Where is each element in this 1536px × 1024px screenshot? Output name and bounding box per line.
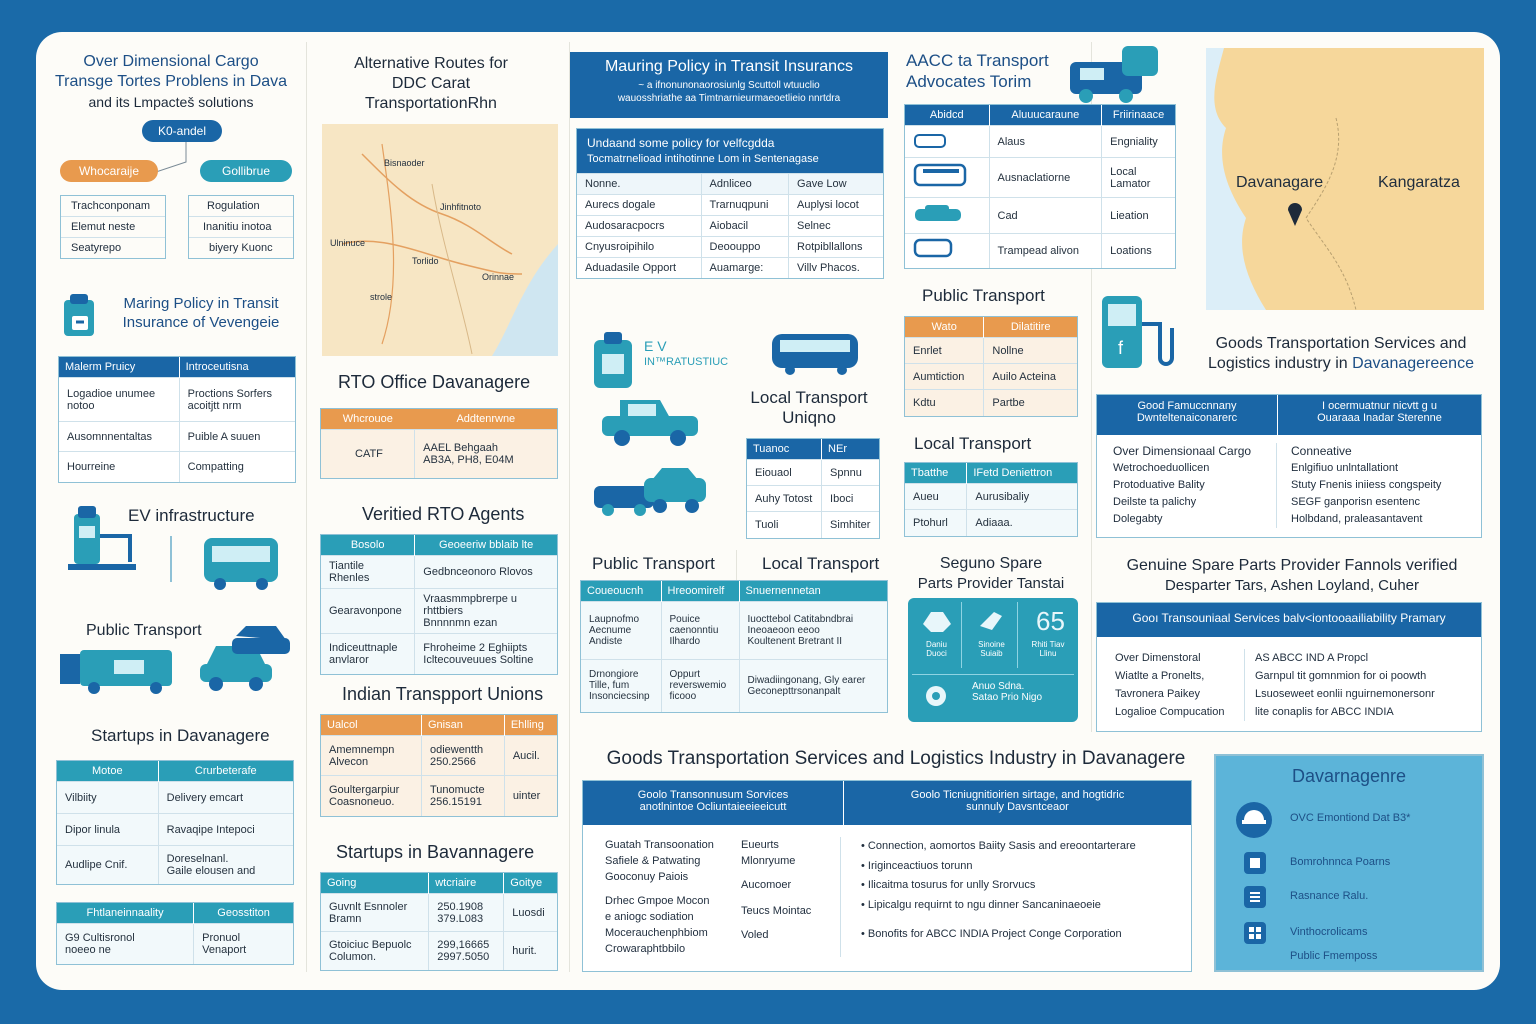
gp-head (1097, 395, 1481, 435)
public-transport-table-2 (904, 316, 1078, 417)
unions-title: Indian Transpport Unions (342, 684, 544, 704)
mp-cell: Aiobacil (701, 216, 788, 237)
mp-cell: Aduadasile Opport (577, 258, 701, 279)
agents-cell: Gedbnceonoro Rlovos (415, 556, 557, 589)
gp-right-item: Conneative (1291, 444, 1352, 458)
tile-parts[interactable] (1022, 602, 1074, 668)
st2-cell: Guvnlt Esnnoler Bramn (321, 894, 429, 932)
st2-header-1: wtcriaire (429, 873, 504, 894)
lt2-cell: Aueu (905, 484, 967, 510)
rto-cell: CATF (321, 430, 415, 478)
tile-label: Sinoine Suiaib (978, 640, 1005, 658)
routes-title-line3: TransportationRhn (365, 95, 497, 112)
rto-cell: AAEL Behgaah AB3A, PH8, E04M (415, 430, 557, 478)
mp-inner-head (577, 129, 883, 173)
lt-header-1: NEr (822, 439, 879, 460)
goods-panel-head (583, 781, 1191, 825)
goods-col3-item: • Iriginceactiuos torunn (861, 859, 973, 872)
gs-left-item: Wiatlte a Pronelts, (1115, 670, 1205, 682)
gs-right-item: Lsuoseweet eonlii nguirnemonersonr (1255, 688, 1435, 700)
aacc-header-0: Abidcd (905, 105, 989, 126)
gs-left-item: Over Dimenstoral (1115, 652, 1201, 664)
goods-col2-item: Mlonryume (741, 855, 796, 867)
st2-header-0: Going (321, 873, 429, 894)
lt2-header-0: Tbatthe (905, 463, 967, 484)
lt2-cell: Aurusibaliy (967, 484, 1077, 510)
genuine-services-panel (1096, 602, 1482, 732)
pub-cell: Drnongiore Tille, fum Insonciecsinp (581, 660, 661, 712)
divider (170, 536, 172, 582)
pill-right[interactable]: Gollibrue (200, 160, 292, 182)
mp-title: Mauring Policy in Transit Insurancs (604, 58, 854, 75)
right-item-list (188, 195, 294, 259)
pub-cell: Iuocttebol Catitabndbrai Ineoaeoon eeoo Koultenent Bretrant II (739, 602, 887, 660)
goods-head-right: Goolo Ticniugnitioirien sirtage, and hogtidric sunnuly Davsntceaor (843, 781, 1191, 825)
dv-item-3-icon-wrap[interactable] (1242, 920, 1268, 951)
pub-cell: Laupnofmo Aecnume Andiste (581, 602, 661, 660)
rto-office-table (320, 408, 558, 479)
gs-right-item: lite conaplis for ABCC INDIA (1255, 706, 1394, 718)
agents-table (320, 534, 558, 675)
goods-col2-item: Eueurts (741, 839, 779, 851)
gp-left (1097, 443, 1277, 528)
map-label-left: Davanagare (1236, 174, 1324, 191)
gs-left-item: Logalioe Compucation (1115, 706, 1225, 718)
maring-policy-title (106, 294, 296, 332)
maring-header-0: Malerm Pruicy (59, 357, 179, 378)
routes-title (316, 54, 546, 114)
dv-item-label: Rasnance Ralu. (1290, 890, 1369, 902)
goods-col1-item: Safiele & Patwating (605, 855, 701, 867)
startups-cell: Dipor linula (57, 814, 158, 846)
lt2-header-1: IFetd Deniettron (967, 463, 1077, 484)
mp-policy-card (576, 128, 884, 279)
dv-item-4: Public Fmemposs (1290, 950, 1378, 962)
aacc-title (906, 50, 1049, 92)
car-small-icon (913, 131, 947, 149)
local-transport-table (746, 438, 880, 539)
unions-cell: uinter (504, 776, 557, 816)
lt-cell: Iboci (822, 486, 879, 512)
agents-cell: Indiceuttnaple anvlaror (321, 634, 415, 674)
mp-cell: Aurecs dogale (577, 195, 701, 216)
goods-panel (582, 780, 1192, 972)
lt2-cell: Adiaaa. (967, 510, 1077, 536)
pickup-truck-icon (596, 390, 706, 450)
aacc-icon-cell (905, 198, 989, 234)
goods-col2-item: Teucs Mointac (741, 905, 812, 917)
st2-cell: hurit. (504, 932, 557, 970)
goods-col2 (721, 837, 841, 957)
mp-sub2: wauosshriathe aa Timtnarnieurmaeoetlieio nnrtdra (617, 93, 841, 104)
goods-panel-body (583, 825, 1191, 957)
building-icon (1242, 850, 1268, 876)
goods-col1-item: Guatah Transoonation (605, 839, 714, 851)
maring-cell: Hourreine (59, 452, 179, 482)
st2-cell: Gtoiciuc Bepuolc Columon. (321, 932, 429, 970)
maring-cell: Puible A suuen (179, 422, 295, 452)
unions-cell: Aucil. (504, 736, 557, 776)
left-item-1: Elemut neste (61, 217, 165, 238)
map-label: Bisnaoder (384, 158, 425, 168)
routes-map[interactable] (322, 124, 558, 356)
maring-policy-table (58, 356, 296, 483)
aacc-title-2: Advocates Torim (906, 72, 1032, 91)
aacc-header-1: Aluuucaraune (989, 105, 1102, 126)
pt-cell: Nollne (984, 338, 1077, 364)
gs-head: Gooı Transouniaal Services balv<iontooaailiability Pramary (1097, 603, 1481, 637)
goods-title-line2a: Logistics industry in (1208, 355, 1353, 372)
agents-header-1: Geoeeriw bblaib lte (415, 535, 557, 556)
routes-title-line1: Alternative Routes for (354, 55, 508, 72)
pt-cell: Partbe (984, 390, 1077, 416)
pub-header-1: Hreoomirelf (661, 581, 739, 602)
left-item-0: Trachconponam (61, 196, 165, 217)
gear-icon (918, 681, 954, 711)
insurance-document-icon (60, 294, 100, 340)
pt-cell: Auilo Acteina (984, 364, 1077, 390)
aacc-icon-cell (905, 158, 989, 198)
ev-battery-icon (592, 332, 636, 392)
ev-infrastructure-title: EV infrastructure (128, 506, 255, 525)
startups-title: Startups in Davanagere (91, 726, 270, 745)
mp-header: Adnliceo (701, 174, 788, 195)
gp-left-item: Dolegabty (1113, 513, 1163, 525)
gs-body (1097, 637, 1481, 721)
maring-cell: Compatting (179, 452, 295, 482)
rto-office-title: RTO Office Davanagere (338, 372, 531, 392)
map-label-right: Kangaratza (1378, 174, 1460, 191)
svg-text:65: 65 (1036, 606, 1065, 636)
gs-right-item: Garnpul tit gomnmion for oi poowth (1255, 670, 1427, 682)
gp-head-right: I ocermuatnur nicvtt g u Ouaraaa Inadar Sterenne (1277, 395, 1481, 435)
aacc-cell: Local Lamator (1102, 158, 1175, 198)
local-transport-title-3: Local Transport (914, 434, 1032, 453)
two-cars-icon (592, 466, 712, 526)
gp-right-item: Stuty Fnenis iniiess congspeity (1291, 479, 1442, 491)
bus-icon (202, 534, 282, 592)
ev-label (644, 338, 728, 370)
gp-left-item: Deilste ta palichy (1113, 496, 1197, 508)
pub-header-0: Coueoucnh (581, 581, 661, 602)
agents-cell: Vraasmmpbrerpe u rhttbiers Bnnnnmn ezan (415, 589, 557, 634)
cargo-title-line2: Transge Tortes Problens in Dava (54, 73, 288, 90)
goods-col1-item: e aniogc sodiation (605, 911, 694, 923)
ev-label-2: IN™RATUSTIUC (644, 356, 729, 368)
goods-col1-item: Drhec Gmpoe Mocon (605, 895, 710, 907)
startups2-header-0: Fhtlaneinnaality (57, 903, 194, 924)
mp-table (577, 173, 883, 278)
maring-header-1: Introceutisna (179, 357, 295, 378)
svg-text:f: f (1118, 338, 1124, 358)
goods-title-line1: Goods Transportation Services and (1215, 335, 1467, 352)
map-label: Ulninuce (330, 238, 366, 248)
lt-title-1: Local Transport (750, 388, 868, 407)
startups-cell: Ravaqipe Intepoci (158, 814, 293, 846)
mp-cell: Villv Phacos. (789, 258, 883, 279)
right-item-0: Rogulation (189, 196, 293, 217)
bus-icon-2 (770, 330, 862, 376)
mp-cell: Cnyusroipihilo (577, 237, 701, 258)
right-item-2: biyery Kuonc (209, 242, 273, 254)
startups2-header-1: Geosstiton (194, 903, 293, 924)
startups-header-0: Motoe (57, 761, 158, 782)
pub-cell: Oppurt reverswemio ficooo (661, 660, 739, 712)
agents-header-0: Bosolo (321, 535, 415, 556)
public-transport-title: Public Transport (86, 622, 202, 639)
gs-right (1245, 649, 1481, 721)
public-transport-title-2: Public Transport (592, 554, 715, 573)
maring-cell: Ausomnnentaltas (59, 422, 179, 452)
maring-title-line2: Insurance of Vevengeie (122, 314, 280, 331)
genuine-title-2: Desparter Tars, Ashen Loyland, Cuher (1164, 577, 1420, 594)
left-item-list (60, 195, 166, 259)
st2-header-2: Goitye (504, 873, 557, 894)
infographic-sheet (36, 32, 1500, 990)
public-transport-title-3: Public Transport (922, 286, 1045, 305)
pub-cell: Diwadiingonang, Gly earer Geconepttrsonanpalt (739, 660, 887, 712)
mp-cell: Audosaracpocrs (577, 216, 701, 237)
goods-col3-item: • Lipicalgu requirnt to ngu dinner Sancaninaeoeie (861, 898, 1101, 911)
startups-cell: Audlipe Cnif. (57, 846, 158, 884)
gp-right-item: SEGF ganporisn esentenc (1291, 496, 1421, 508)
aacc-icon-cell (905, 126, 989, 158)
pub-cell: Pouice caenonntiu Ilhardo (661, 602, 739, 660)
davanagere-map[interactable] (1206, 48, 1484, 310)
cargo-title-line1: Over Dimensional Cargo (83, 53, 259, 70)
maring-title-line1: Maring Policy in Transit (123, 295, 279, 312)
goods-providers-panel (1096, 394, 1482, 538)
dv-item-3: Vinthocrolicams (1290, 926, 1368, 938)
public-local-table (580, 580, 888, 713)
startups2-cell: G9 Cultisronol noeeo ne (57, 924, 194, 964)
genuine-parts-title (1092, 556, 1492, 596)
lt-cell: Eiouaol (747, 460, 822, 486)
pt-header-0: Wato (905, 317, 984, 338)
mp-inner-head1: Undaand some policy for velfcgdda (587, 136, 775, 150)
map-label: strole (370, 292, 393, 302)
aacc-cell: Ausnaclatiorne (989, 158, 1102, 198)
aacc-cell: Cad (989, 198, 1102, 234)
unions-cell: Tunomucte 256.15191 (421, 776, 504, 816)
goods-title-line2b: Davanagereence (1352, 355, 1474, 372)
pt-cell: Enrlet (905, 338, 984, 364)
gs-left-item: Tavronera Paikey (1115, 688, 1200, 700)
goods-col3-item: • Bonofits for ABCC INDIA Project Conge Corporation (861, 928, 1122, 940)
dv-item-label: OVC Emontiond Dat B3* (1290, 812, 1411, 824)
goods-col3-item: • Connection, aomortos Baiity Sasis and ereoontarterare (861, 840, 1136, 852)
pill-top[interactable]: K0-andel (142, 120, 222, 142)
tile-tools[interactable] (966, 602, 1018, 668)
lt-cell: Tuoli (747, 512, 822, 538)
genuine-title-1: Genuine Spare Parts Provider Fannols verified (1126, 557, 1458, 574)
aacc-icon-cell (905, 234, 989, 268)
tile-label: Daniu Duoci (926, 640, 947, 658)
map-label: Jinhfitnoto (440, 202, 482, 212)
startups-table-2 (56, 902, 294, 965)
gp-left-item: Protoduative Bality (1113, 479, 1205, 491)
routes-title-line2: DDC Carat (391, 75, 471, 92)
unions-cell: odiewentth 250.2566 (421, 736, 504, 776)
spare-parts-title (898, 554, 1084, 594)
maring-cell: Logadioe unumee notoo (59, 378, 179, 422)
mp-cell: Auamarge: (701, 258, 788, 279)
map-label: Orinnae (482, 272, 515, 282)
mp-cell: Auplysi locot (789, 195, 883, 216)
dv-title: Davarnagenre (1291, 766, 1407, 786)
unions-cell: Amemnempn Alvecon (321, 736, 421, 776)
mp-sub1: ~ a ifnonunonaorosiunlg Scuttoll wtuuclio (638, 80, 820, 91)
gp-left-item: Wetrochoeduollicen (1113, 462, 1210, 474)
goods-col1 (583, 837, 721, 957)
spare-parts-tiles (908, 598, 1078, 722)
startups-cell: Doreselnanl. Gaile elousen and (158, 846, 293, 884)
goods-col1-item: Gooconuy Paiois (605, 871, 689, 883)
mp-cell: Trarnuqpuni (701, 195, 788, 216)
unions-header-1: Gnisan (421, 715, 504, 736)
st2-cell: 250.1908 379.L083 (429, 894, 504, 932)
left-item-2: Seatyrepo (71, 242, 122, 254)
tile-service[interactable] (912, 674, 1074, 718)
grid-icon (1242, 920, 1268, 946)
mp-header: Nonne. (577, 174, 701, 195)
local-transport-title-2: Local Transport (762, 554, 880, 573)
cargo-title (36, 52, 306, 112)
mauring-policy-banner (570, 52, 888, 118)
agents-cell: Fhroheime 2 Eghiipts Icltecouveuues Soltine (415, 634, 557, 674)
st2-cell: Luosdi (504, 894, 557, 932)
unions-cell: Goultergarpiur Coasnoneuo. (321, 776, 421, 816)
davarnagenre-card (1214, 754, 1484, 972)
local-transport-uniqno-title (734, 388, 884, 428)
goods-col3 (841, 837, 1191, 957)
ev-label-1: E V (644, 338, 667, 354)
parts-icon (1028, 602, 1068, 638)
aacc-cell: Loations (1102, 234, 1175, 268)
startups-table (56, 760, 294, 885)
st2-cell: 299,16665 2997.5050 (429, 932, 504, 970)
verified-agents-title: Veritied RTO Agents (362, 504, 525, 524)
dv-item-label: Bomrohnnca Poarns (1290, 856, 1391, 868)
gp-head-left: Good Famuccnnany Dwnteltenaiconarerc (1097, 395, 1277, 435)
agents-cell: Gearavonpone (321, 589, 415, 634)
mp-inner-head2: Tocmatrnelioad intihotinne Lom in Sentenagase (587, 153, 819, 165)
location-pin-icon (1286, 200, 1304, 228)
unions-table (320, 714, 558, 817)
car-small-icon-2 (913, 203, 963, 225)
fuel-pump-icon (1098, 294, 1178, 374)
agents-cell: Tiantile Rhenles (321, 556, 415, 589)
goods-col2-item: Aucomoer (741, 879, 792, 891)
startups-bavannagere-table (320, 872, 558, 971)
startups2-cell: Pronuol Venaport (194, 924, 293, 964)
goods-transport-title: Goods Transportation Services and Logistics Industry in Davanagere (606, 748, 1186, 769)
aacc-cell: Engniality (1102, 126, 1175, 158)
gs-right-item: AS ABCC IND A Propcl (1255, 652, 1369, 664)
wrench-icon (972, 602, 1012, 638)
pt-cell: Aumtiction (905, 364, 984, 390)
aacc-cell: Alaus (989, 126, 1102, 158)
goods-col3-item: • Ilicaitma tosurus for unlly Srorvucs (861, 879, 1036, 891)
spare-title-2: Parts Provider Tanstai (917, 575, 1065, 592)
goods-title-line2 (1186, 354, 1496, 374)
tile-label: Rhiti Tiav Llinu (1031, 640, 1065, 658)
goods-col1-item: Crowaraphtbbilo (605, 943, 686, 955)
startups-header-1: Crurbeterafe (158, 761, 293, 782)
aacc-cell: Trampead alivon (989, 234, 1102, 268)
gp-right-item: Enlgifiuo unlntallationt (1291, 462, 1399, 474)
pub-header-2: Snuernennetan (739, 581, 887, 602)
car-icon (196, 626, 296, 696)
rto-header-1: Addtenrwne (415, 409, 557, 430)
gp-right-item: Holbdand, praleasantavent (1291, 513, 1423, 525)
cargo-title-line3: and its Lmpacteš solutions (88, 94, 254, 110)
maring-cell: Proctions Sorfers acoitjtt nrm (179, 378, 295, 422)
rto-header-0: Whcrouoe (321, 409, 415, 430)
gs-left (1097, 649, 1245, 721)
lt2-cell: Ptohurl (905, 510, 967, 536)
mp-header: Gave Low (789, 174, 883, 195)
bus-small-icon (913, 163, 967, 189)
unions-header-0: Ualcol (321, 715, 421, 736)
goods-col1-item: Mocerauchenphbiom (605, 927, 708, 939)
lt-cell: Spnnu (822, 460, 879, 486)
lt-cell: Simhiter (822, 512, 879, 538)
aacc-table (904, 104, 1176, 269)
document-icon (1242, 884, 1268, 910)
helmet-icon (1234, 800, 1274, 840)
tile-engine[interactable] (912, 602, 962, 668)
truck-advocate-icon (1066, 42, 1166, 104)
engine-icon (917, 602, 957, 638)
aacc-header-2: Friirinaace (1102, 105, 1175, 126)
local-transport-table-2 (904, 462, 1078, 537)
spare-title-1: Seguno Spare (939, 555, 1043, 572)
startups-bavannagere-title: Startups in Bavannagere (336, 842, 535, 862)
truck-icon (60, 646, 180, 696)
mp-cell: Selnec (789, 216, 883, 237)
lt-header-0: Tuanoc (747, 439, 822, 460)
right-item-1: Inanitiu inotoa (189, 217, 293, 238)
lt-title-2: Uniqno (782, 408, 836, 427)
unions-header-2: Ehlling (504, 715, 557, 736)
tile-label: Anuo Sdna. Satao Prio Nigo (972, 681, 1043, 703)
gp-right (1277, 443, 1481, 528)
map-label: Torlido (412, 256, 439, 266)
startups-cell: Vilbiity (57, 782, 158, 814)
aacc-title-1: AACC ta Transport (906, 51, 1049, 70)
goods-logistics-title (1186, 334, 1496, 374)
pt-header-1: Dilatitire (984, 317, 1077, 338)
goods-head-left: Goolo Transonnusum Sorvices anotlnintoe Ocliuntaieeieeicutt (583, 781, 843, 825)
lt-cell: Auhy Totost (747, 486, 822, 512)
goods-col2-item: Voled (741, 929, 769, 941)
mp-cell: Rotpibllallons (789, 237, 883, 258)
gp-left-item: Over Dimensionaal Cargo (1113, 444, 1252, 458)
pt-cell: Kdtu (905, 390, 984, 416)
startups-cell: Delivery emcart (158, 782, 293, 814)
gp-body (1097, 435, 1481, 528)
pill-left[interactable]: Whocaraije (60, 160, 158, 182)
mp-cell: Deoouppo (701, 237, 788, 258)
van-small-icon (913, 238, 953, 260)
aacc-cell: Lieation (1102, 198, 1175, 234)
